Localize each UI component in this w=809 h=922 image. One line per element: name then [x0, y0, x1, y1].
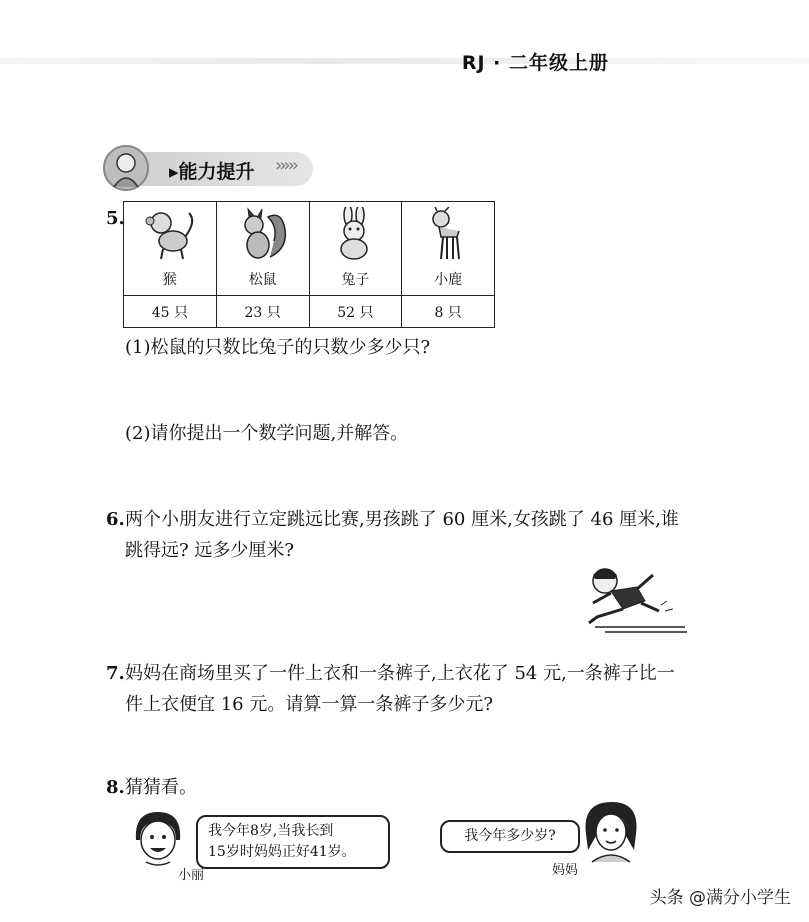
animal-count: 23 只: [216, 296, 309, 328]
animal-name: 兔子: [341, 272, 370, 288]
squirrel-icon: [234, 207, 292, 261]
table-cell-squirrel: [216, 202, 309, 296]
mom-speech-text: 我今年多少岁?: [464, 828, 556, 844]
book-title: RJ · 二年级上册: [461, 52, 609, 74]
student-avatar-icon: [103, 145, 149, 191]
chevrons-right-icon: ›››››: [275, 155, 296, 176]
section-title: ▸能力提升: [169, 161, 255, 183]
animal-count-table: [123, 201, 495, 328]
girl-xiaoli-icon: [128, 810, 188, 868]
girl-speech-line-1: 我今年8岁,当我长到: [208, 823, 334, 839]
question-6-number: 6.: [106, 509, 125, 530]
question-7-number: 7.: [106, 663, 125, 684]
question-7-line-2: 件上衣便宜 16 元。请算一算一条裤子多少元?: [125, 694, 493, 715]
jumping-boy-icon: [575, 565, 690, 635]
rabbit-icon: [326, 207, 384, 261]
question-8-number: 8.: [106, 777, 125, 798]
girl-speech-line-2: 15岁时妈妈正好41岁。: [208, 844, 356, 860]
animal-count: 52 只: [309, 296, 402, 328]
section-banner: [103, 145, 328, 193]
mom-speech-bubble: [440, 820, 580, 853]
question-6-line-2: 跳得远? 远多少厘米?: [125, 540, 295, 561]
girl-name-caption: 小丽: [178, 868, 205, 883]
watermark-text: 头条 @满分小学生: [649, 888, 791, 908]
girl-speech-bubble: [196, 815, 390, 869]
question-5-number: 5.: [106, 208, 125, 229]
monkey-icon: [141, 207, 199, 261]
header-shade: [0, 58, 809, 64]
mom-name-caption: 妈妈: [552, 863, 579, 878]
question-8-title: 猜猜看。: [125, 777, 197, 798]
table-cell-rabbit: [309, 202, 402, 296]
animal-name: 猴: [162, 272, 177, 288]
page-header: [0, 40, 809, 90]
animal-count: 8 只: [402, 296, 495, 328]
question-5-part-2: (2)请你提出一个数学问题,并解答。: [125, 423, 409, 444]
question-6-line-1: 两个小朋友进行立定跳远比赛,男孩跳了 60 厘米,女孩跳了 46 厘米,谁: [125, 509, 679, 530]
animal-name: 小鹿: [434, 272, 463, 288]
animal-count: 45 只: [124, 296, 217, 328]
question-7-text: [125, 658, 745, 720]
mother-icon: [578, 800, 644, 864]
question-5-part-1: (1)松鼠的只数比兔子的只数少多少只?: [125, 337, 431, 358]
animal-name: 松鼠: [248, 272, 277, 288]
question-6-text: [125, 504, 745, 566]
deer-icon: [419, 207, 477, 261]
table-cell-deer: [402, 202, 495, 296]
table-cell-monkey: [124, 202, 217, 296]
question-7-line-1: 妈妈在商场里买了一件上衣和一条裤子,上衣花了 54 元,一条裤子比一: [125, 663, 675, 684]
